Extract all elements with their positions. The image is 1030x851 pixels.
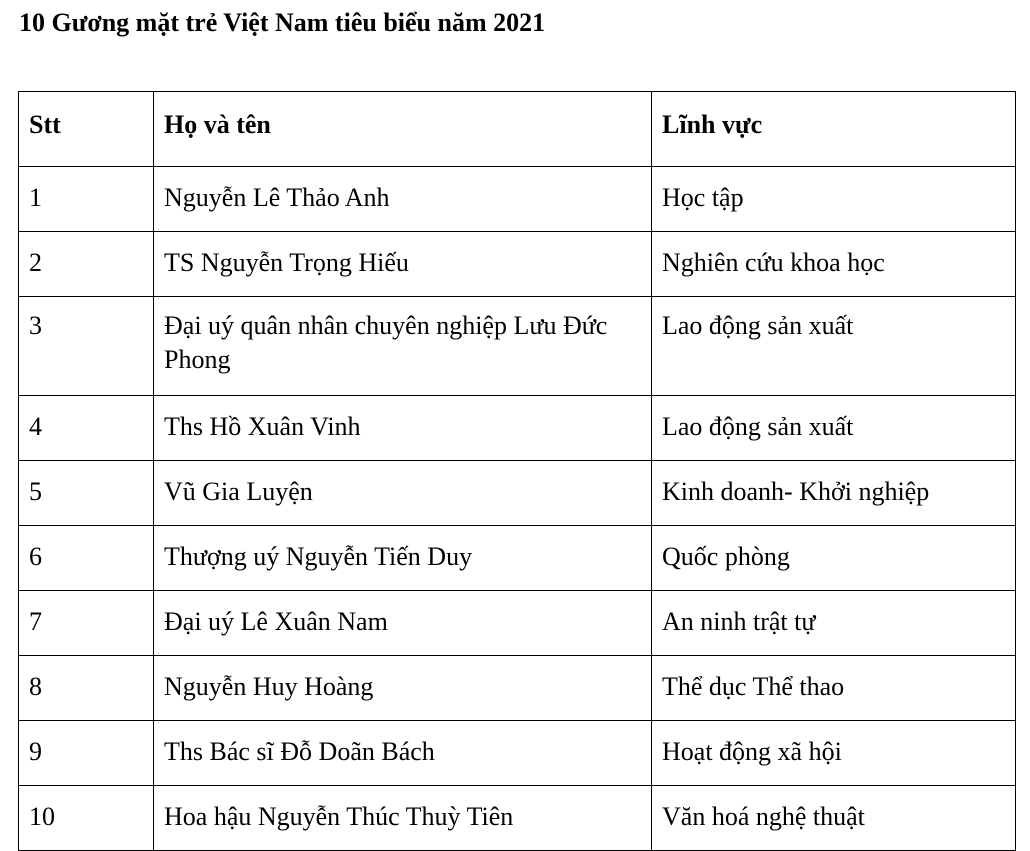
cell-stt: 8 [19, 656, 154, 721]
cell-field: Văn hoá nghệ thuật [652, 786, 1016, 851]
cell-name: Đại uý quân nhân chuyên nghiệp Lưu Đức Phong [154, 297, 652, 396]
table-row [19, 297, 1016, 396]
cell-field: An ninh trật tự [652, 591, 1016, 656]
cell-stt: 6 [19, 526, 154, 591]
cell-name: Hoa hậu Nguyễn Thúc Thuỳ Tiên [154, 786, 652, 851]
table-header-row [19, 92, 1016, 167]
cell-field: Kinh doanh- Khởi nghiệp [652, 461, 1016, 526]
cell-name: Thượng uý Nguyễn Tiến Duy [154, 526, 652, 591]
table-row [19, 167, 1016, 232]
cell-field: Lao động sản xuất [652, 396, 1016, 461]
table-row [19, 396, 1016, 461]
table-row [19, 591, 1016, 656]
table-row [19, 656, 1016, 721]
table-row [19, 232, 1016, 297]
cell-field: Lao động sản xuất [652, 297, 1016, 396]
cell-field: Thể dục Thể thao [652, 656, 1016, 721]
cell-name: Nguyễn Lê Thảo Anh [154, 167, 652, 232]
cell-stt: 5 [19, 461, 154, 526]
cell-stt: 1 [19, 167, 154, 232]
cell-name: Ths Bác sĩ Đỗ Doãn Bách [154, 721, 652, 786]
cell-name: Đại uý Lê Xuân Nam [154, 591, 652, 656]
cell-field: Học tập [652, 167, 1016, 232]
cell-name: Vũ Gia Luyện [154, 461, 652, 526]
header-field: Lĩnh vực [652, 92, 1016, 167]
cell-stt: 9 [19, 721, 154, 786]
cell-stt: 10 [19, 786, 154, 851]
cell-stt: 3 [19, 297, 154, 396]
cell-stt: 2 [19, 232, 154, 297]
header-name: Họ và tên [154, 92, 652, 167]
header-stt: Stt [19, 92, 154, 167]
table-row [19, 786, 1016, 851]
cell-stt: 4 [19, 396, 154, 461]
cell-field: Nghiên cứu khoa học [652, 232, 1016, 297]
table-row [19, 526, 1016, 591]
table-row [19, 461, 1016, 526]
cell-name: TS Nguyễn Trọng Hiếu [154, 232, 652, 297]
table-row [19, 721, 1016, 786]
honorees-table [18, 91, 1016, 851]
cell-name: Ths Hồ Xuân Vinh [154, 396, 652, 461]
cell-stt: 7 [19, 591, 154, 656]
cell-field: Quốc phòng [652, 526, 1016, 591]
cell-name: Nguyễn Huy Hoàng [154, 656, 652, 721]
document-title: 10 Gương mặt trẻ Việt Nam tiêu biểu năm 2021 [19, 8, 546, 37]
cell-field: Hoạt động xã hội [652, 721, 1016, 786]
